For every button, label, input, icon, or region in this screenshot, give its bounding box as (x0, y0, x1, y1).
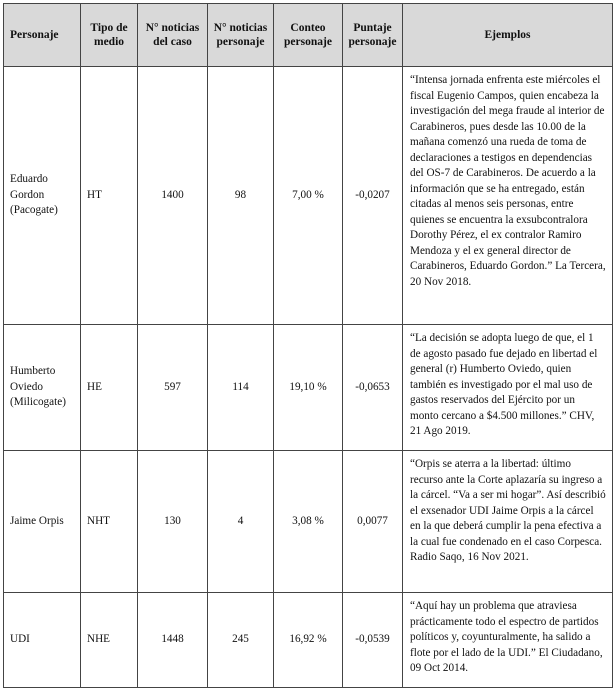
cell-puntaje: 0,0077 (343, 451, 403, 593)
cell-noticias: 114 (208, 325, 274, 451)
header-noticias-caso: N° noticias del caso (138, 4, 208, 67)
cell-tipo: NHE (81, 593, 138, 688)
cell-casos: 597 (138, 325, 208, 451)
cell-tipo: NHT (81, 451, 138, 593)
cell-ejemplo: “La decisión se adopta luego de que, el 1 de agosto pasado fue dejado en libertad el general (r) Humberto Oviedo, quien también es investigado por el mal uso de gastos reservados del Ejército por un monto cercano a $4.500 millones.” CHV, 21 Ago 2019. (403, 325, 613, 451)
cell-ejemplo: “Aquí hay un problema que atraviesa prácticamente todo el espectro de partidos políticos y, coyunturalmente, ha salido a flote por el lado de la UDI.” El Ciudadano, 09 Oct 2014. (403, 593, 613, 688)
header-noticias-personaje: N° noticias personaje (208, 4, 274, 67)
cell-noticias: 98 (208, 67, 274, 325)
table-row (4, 593, 613, 688)
cell-conteo: 7,00 % (274, 67, 343, 325)
cell-ejemplo: “Orpis se aterra a la libertad: último recurso ante la Corte aplazaría su ingreso a la cárcel. “Va a ser mi hogar”. Así describió el exsenador UDI Jaime Orpis a la cárcel en la que deberá cumplir la pena efectiva a la cual fue condenado en el caso Corpesca. Radio Saqo, 16 Nov 2021. (403, 451, 613, 593)
table-row (4, 325, 613, 451)
header-tipo-medio: Tipo de medio (81, 4, 138, 67)
cell-tipo: HE (81, 325, 138, 451)
cell-personaje: UDI (4, 593, 81, 688)
header-personaje: Personaje (4, 4, 81, 67)
cell-casos: 1448 (138, 593, 208, 688)
cell-noticias: 245 (208, 593, 274, 688)
cell-puntaje: -0,0539 (343, 593, 403, 688)
header-conteo: Conteo personaje (274, 4, 343, 67)
header-ejemplos: Ejemplos (403, 4, 613, 67)
table-row (4, 451, 613, 593)
header-row (4, 4, 613, 67)
cell-casos: 1400 (138, 67, 208, 325)
cell-casos: 130 (138, 451, 208, 593)
cell-personaje: Humberto Oviedo (Milicogate) (4, 325, 81, 451)
cell-conteo: 3,08 % (274, 451, 343, 593)
cell-puntaje: -0,0207 (343, 67, 403, 325)
data-table (3, 3, 613, 688)
table-row (4, 67, 613, 325)
cell-conteo: 16,92 % (274, 593, 343, 688)
cell-personaje: Jaime Orpis (4, 451, 81, 593)
cell-tipo: HT (81, 67, 138, 325)
cell-noticias: 4 (208, 451, 274, 593)
cell-ejemplo: “Intensa jornada enfrenta este miércoles el fiscal Eugenio Campos, quien encabeza la investigación del mega fraude al interior de Carabineros, pues desde las 10.00 de la mañana comenzó una rueda de toma de declaraciones a testigos en dependencias del OS-7 de Carabineros. De acuerdo a la información que se ha entregado, están citadas al menos seis personas, entre quienes se encuentra la exsubcontralora Dorothy Pérez, el ex contralor Ramiro Mendoza y el ex general director de Carabineros, Eduardo Gordon.” La Tercera, 20 Nov 2018. (403, 67, 613, 325)
cell-puntaje: -0,0653 (343, 325, 403, 451)
cell-personaje: Eduardo Gordon (Pacogate) (4, 67, 81, 325)
header-puntaje: Puntaje personaje (343, 4, 403, 67)
cell-conteo: 19,10 % (274, 325, 343, 451)
